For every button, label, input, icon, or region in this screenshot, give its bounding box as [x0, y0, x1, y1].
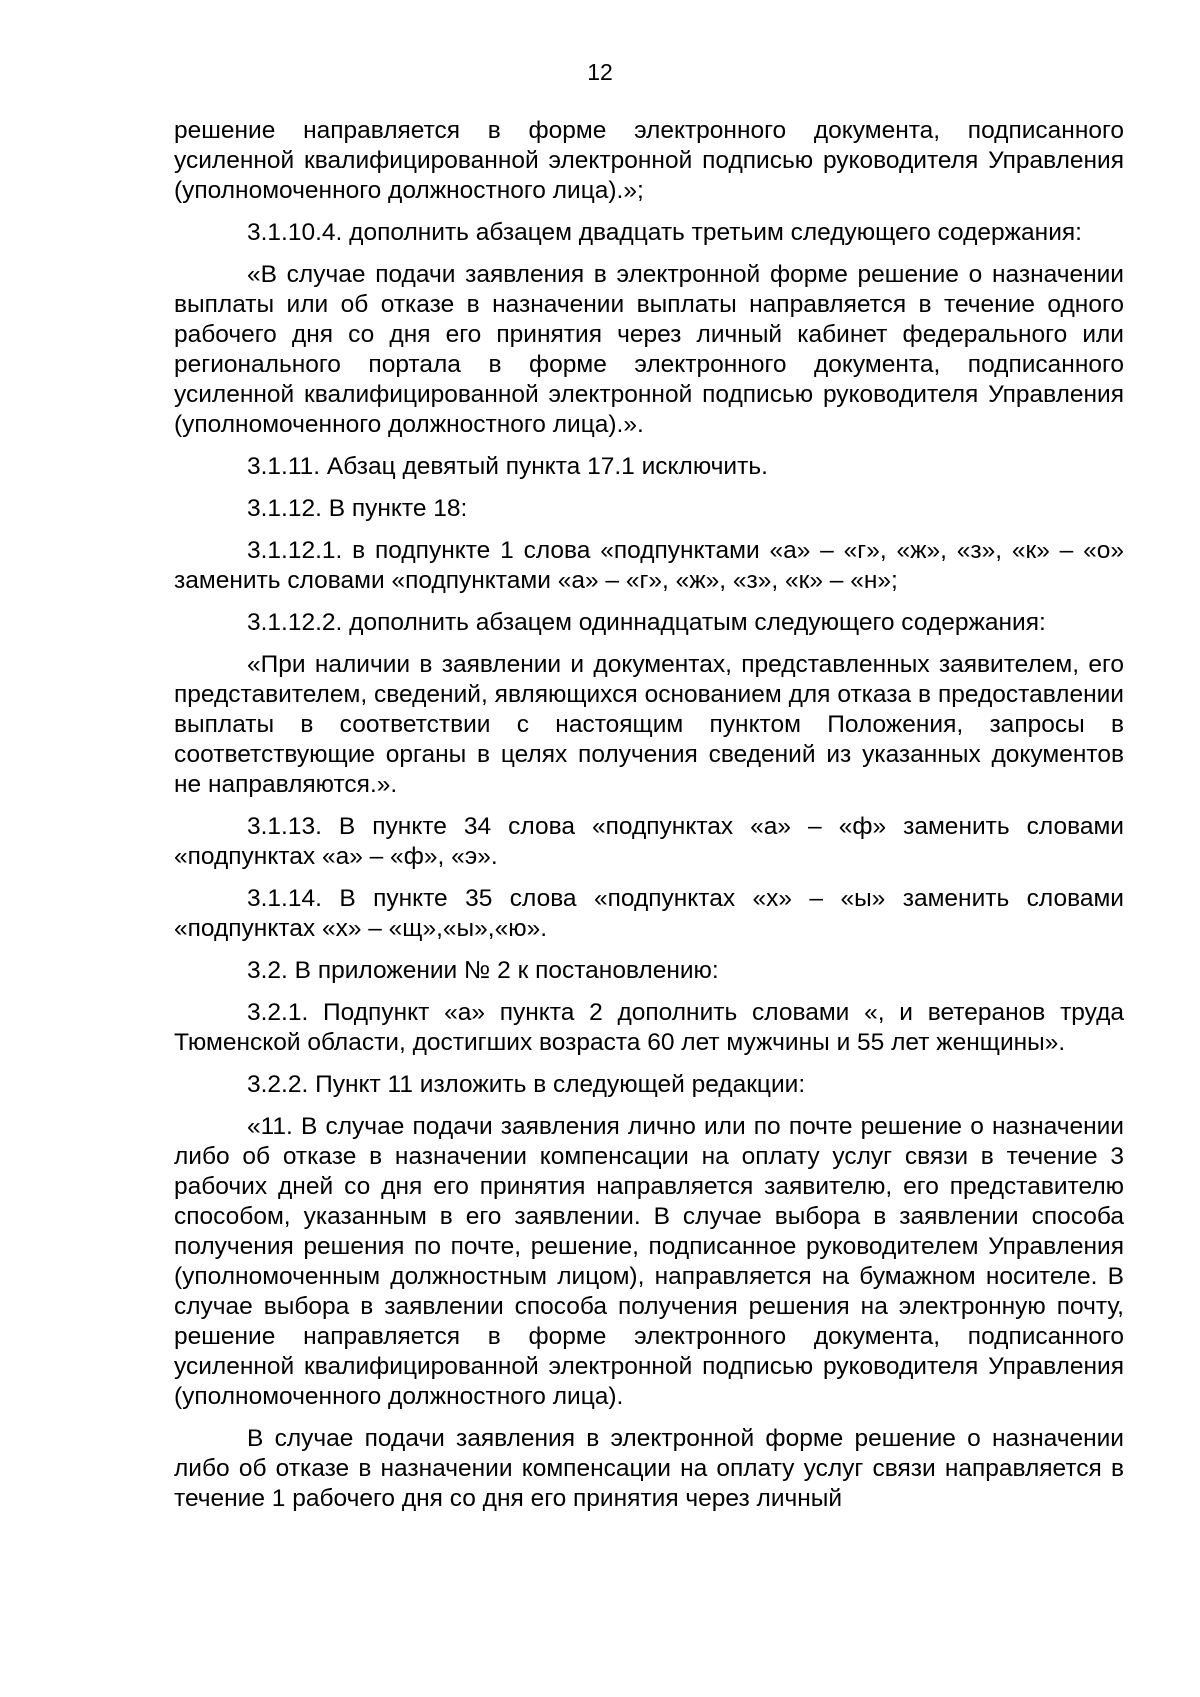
paragraph: 3.2.2. Пункт 11 изложить в следующей редакции: [247, 1071, 806, 1098]
paragraph: 3.1.11. Абзац девятый пункта 17.1 исключить. [247, 453, 768, 480]
paragraph: 3.2.1. Подпункт «а» пункта 2 дополнить словами «, и ветеранов труда Тюменской области, достигших возраста 60 лет мужчины и 55 лет женщины». [174, 999, 1124, 1056]
paragraph: 3.1.13. В пункте 34 слова «подпунктах «а» – «ф» заменить словами «подпунктах «а» – «ф», «э». [174, 813, 1124, 870]
paragraph: 3.1.12. В пункте 18: [247, 495, 468, 522]
page-number: 12 [587, 59, 613, 85]
document-body [174, 116, 1124, 1526]
paragraph: «При наличии в заявлении и документах, представленных заявителем, его представителем, сведений, являющихся основанием для отказа в предоставлении выплаты в соответствии с настоящим пунктом Положения, запросы в соответствующие органы в целях получения сведений из указанных документов не направляются.». [174, 651, 1124, 798]
paragraph: 3.1.14. В пункте 35 слова «подпунктах «х» – «ы» заменить словами «подпунктах «х» – «щ»,«ы»,«ю». [174, 885, 1124, 942]
paragraph: 3.1.12.2. дополнить абзацем одиннадцатым следующего содержания: [247, 609, 1046, 636]
paragraph: 3.1.12.1. в подпункте 1 слова «подпунктами «а» – «г», «ж», «з», «к» – «о» заменить словами «подпунктами «а» – «г», «ж», «з», «к» – «н»; [174, 537, 1124, 594]
paragraph: 3.2. В приложении № 2 к постановлению: [247, 957, 719, 984]
paragraph: «11. В случае подачи заявления лично или по почте решение о назначении либо об отказе в назначении компенсации на оплату услуг связи в течение 3 рабочих дней со дня его принятия направляется заявителю, его представителю способом, указанным в его заявлении. В случае выбора в заявлении способа получения решения по почте, решение, подписанное руководителем Управления (уполномоченным должностным лицом), направляется на бумажном носителе. В случае выбора в заявлении способа получения решения на электронную почту, решение направляется в форме электронного документа, подписанного усиленной квалифицированной электронной подписью руководителя Управления (уполномоченного должностного лица). [174, 1113, 1124, 1410]
paragraph: «В случае подачи заявления в электронной форме решение о назначении выплаты или об отказе в назначении выплаты направляется в течение одного рабочего дня со дня его принятия через личный кабинет федерального или регионального портала в форме электронного документа, подписанного усиленной квалифицированной электронной подписью руководителя Управления (уполномоченного должностного лица).». [174, 261, 1124, 438]
paragraph: решение направляется в форме электронного документа, подписанного усиленной квалифицированной электронной подписью руководителя Управления (уполномоченного должностного лица).»; [174, 117, 1124, 204]
paragraph: В случае подачи заявления в электронной форме решение о назначении либо об отказе в назначении компенсации на оплату услуг связи направляется в течение 1 рабочего дня со дня его принятия через личный [174, 1425, 1124, 1512]
paragraph: 3.1.10.4. дополнить абзацем двадцать третьим следующего содержания: [247, 219, 1082, 246]
